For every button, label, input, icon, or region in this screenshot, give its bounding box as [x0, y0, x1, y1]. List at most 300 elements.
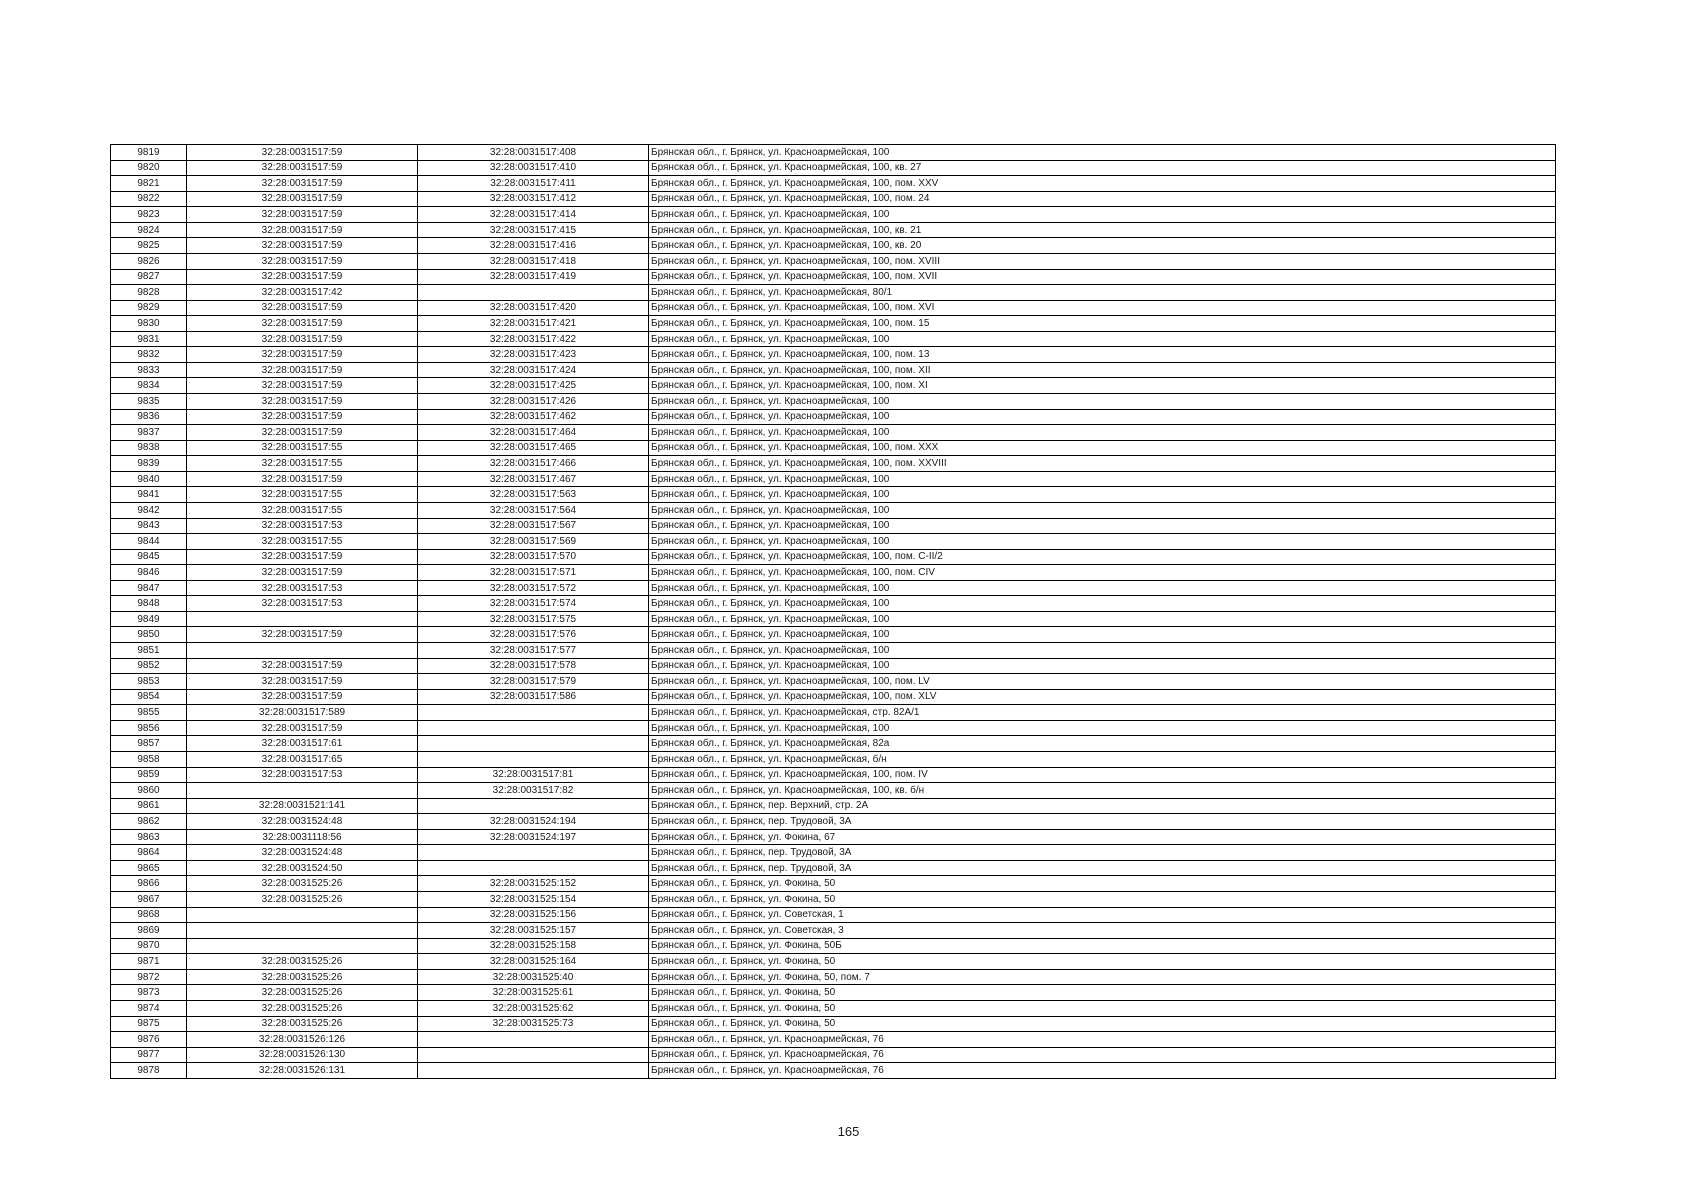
table-row [111, 1000, 1556, 1016]
address-cell: Брянская обл., г. Брянск, ул. Красноармейская, 100 [649, 611, 1556, 627]
row-number-cell: 9878 [111, 1063, 187, 1079]
object-number-cell: 32:28:0031525:164 [418, 954, 649, 970]
row-number-cell: 9829 [111, 300, 187, 316]
address-cell: Брянская обл., г. Брянск, ул. Советская, 3 [649, 923, 1556, 939]
land-parcel-cell: 32:28:0031517:55 [187, 440, 418, 456]
land-parcel-cell: 32:28:0031517:59 [187, 674, 418, 690]
row-number-cell: 9833 [111, 362, 187, 378]
object-number-cell: 32:28:0031517:411 [418, 176, 649, 192]
table-row [111, 1047, 1556, 1063]
address-cell: Брянская обл., г. Брянск, ул. Красноармейская, 100, пом. 15 [649, 316, 1556, 332]
object-number-cell: 32:28:0031517:465 [418, 440, 649, 456]
address-cell: Брянская обл., г. Брянск, ул. Красноармейская, 100, кв. 21 [649, 222, 1556, 238]
address-cell: Брянская обл., г. Брянск, ул. Красноармейская, 100, пом. XXV [649, 176, 1556, 192]
object-number-cell: 32:28:0031517:415 [418, 222, 649, 238]
object-number-cell [418, 1047, 649, 1063]
object-number-cell: 32:28:0031517:586 [418, 689, 649, 705]
land-parcel-cell: 32:28:0031517:59 [187, 394, 418, 410]
object-number-cell: 32:28:0031517:577 [418, 643, 649, 659]
table-row [111, 425, 1556, 441]
row-number-cell: 9874 [111, 1000, 187, 1016]
table-row [111, 378, 1556, 394]
object-number-cell: 32:28:0031517:571 [418, 565, 649, 581]
address-cell: Брянская обл., г. Брянск, ул. Фокина, 50 [649, 985, 1556, 1001]
row-number-cell: 9860 [111, 783, 187, 799]
table-row [111, 487, 1556, 503]
table-row [111, 798, 1556, 814]
row-number-cell: 9841 [111, 487, 187, 503]
table-row [111, 783, 1556, 799]
land-parcel-cell: 32:28:0031517:42 [187, 285, 418, 301]
object-number-cell: 32:28:0031517:579 [418, 674, 649, 690]
land-parcel-cell: 32:28:0031517:59 [187, 145, 418, 161]
object-number-cell: 32:28:0031517:420 [418, 300, 649, 316]
table-row [111, 751, 1556, 767]
land-parcel-cell [187, 938, 418, 954]
address-cell: Брянская обл., г. Брянск, ул. Красноармейская, 80/1 [649, 285, 1556, 301]
address-cell: Брянская обл., г. Брянск, ул. Красноармейская, 100 [649, 331, 1556, 347]
row-number-cell: 9875 [111, 1016, 187, 1032]
object-number-cell: 32:28:0031525:156 [418, 907, 649, 923]
land-parcel-cell: 32:28:0031517:53 [187, 767, 418, 783]
cadastral-table [110, 144, 1556, 1079]
table-row [111, 176, 1556, 192]
table-row [111, 222, 1556, 238]
land-parcel-cell: 32:28:0031517:53 [187, 518, 418, 534]
table-body [111, 145, 1556, 1079]
table-row [111, 440, 1556, 456]
row-number-cell: 9831 [111, 331, 187, 347]
row-number-cell: 9845 [111, 549, 187, 565]
address-cell: Брянская обл., г. Брянск, ул. Фокина, 50 [649, 892, 1556, 908]
row-number-cell: 9872 [111, 969, 187, 985]
land-parcel-cell: 32:28:0031517:59 [187, 222, 418, 238]
address-cell: Брянская обл., г. Брянск, ул. Красноармейская, 100, пом. XLV [649, 689, 1556, 705]
object-number-cell: 32:28:0031517:423 [418, 347, 649, 363]
land-parcel-cell: 32:28:0031517:59 [187, 565, 418, 581]
table-row [111, 907, 1556, 923]
table-row [111, 238, 1556, 254]
table-row [111, 347, 1556, 363]
land-parcel-cell: 32:28:0031517:55 [187, 534, 418, 550]
table-row [111, 362, 1556, 378]
land-parcel-cell: 32:28:0031517:59 [187, 238, 418, 254]
land-parcel-cell: 32:28:0031517:55 [187, 502, 418, 518]
land-parcel-cell: 32:28:0031524:48 [187, 814, 418, 830]
object-number-cell: 32:28:0031517:575 [418, 611, 649, 627]
object-number-cell: 32:28:0031517:410 [418, 160, 649, 176]
object-number-cell: 32:28:0031525:157 [418, 923, 649, 939]
table-row [111, 705, 1556, 721]
land-parcel-cell: 32:28:0031525:26 [187, 985, 418, 1001]
address-cell: Брянская обл., г. Брянск, ул. Красноармейская, 100, пом. XI [649, 378, 1556, 394]
address-cell: Брянская обл., г. Брянск, ул. Фокина, 50 [649, 876, 1556, 892]
table-row [111, 689, 1556, 705]
land-parcel-cell: 32:28:0031517:589 [187, 705, 418, 721]
row-number-cell: 9867 [111, 892, 187, 908]
address-cell: Брянская обл., г. Брянск, пер. Трудовой, 3А [649, 845, 1556, 861]
object-number-cell [418, 285, 649, 301]
address-cell: Брянская обл., г. Брянск, ул. Красноармейская, 100 [649, 471, 1556, 487]
row-number-cell: 9865 [111, 860, 187, 876]
land-parcel-cell: 32:28:0031517:59 [187, 627, 418, 643]
table-row [111, 316, 1556, 332]
page-number: 165 [837, 1124, 860, 1139]
address-cell: Брянская обл., г. Брянск, пер. Трудовой, 3А [649, 860, 1556, 876]
table-row [111, 767, 1556, 783]
row-number-cell: 9877 [111, 1047, 187, 1063]
object-number-cell: 32:28:0031517:563 [418, 487, 649, 503]
table-row [111, 674, 1556, 690]
object-number-cell: 32:28:0031525:158 [418, 938, 649, 954]
object-number-cell: 32:28:0031525:62 [418, 1000, 649, 1016]
address-cell: Брянская обл., г. Брянск, ул. Красноармейская, 100, пом. IV [649, 767, 1556, 783]
table-row [111, 860, 1556, 876]
address-cell: Брянская обл., г. Брянск, ул. Красноармейская, 100 [649, 425, 1556, 441]
row-number-cell: 9857 [111, 736, 187, 752]
address-cell: Брянская обл., г. Брянск, ул. Красноармейская, 100, кв. 20 [649, 238, 1556, 254]
land-parcel-cell: 32:28:0031517:59 [187, 176, 418, 192]
table-row [111, 394, 1556, 410]
object-number-cell: 32:28:0031517:570 [418, 549, 649, 565]
row-number-cell: 9851 [111, 643, 187, 659]
land-parcel-cell [187, 611, 418, 627]
row-number-cell: 9871 [111, 954, 187, 970]
row-number-cell: 9846 [111, 565, 187, 581]
land-parcel-cell: 32:28:0031525:26 [187, 969, 418, 985]
land-parcel-cell: 32:28:0031524:50 [187, 860, 418, 876]
table-row [111, 534, 1556, 550]
table-row [111, 1016, 1556, 1032]
land-parcel-cell: 32:28:0031517:59 [187, 658, 418, 674]
land-parcel-cell [187, 923, 418, 939]
address-cell: Брянская обл., г. Брянск, ул. Красноармейская, 100 [649, 627, 1556, 643]
object-number-cell: 32:28:0031517:578 [418, 658, 649, 674]
land-parcel-cell: 32:28:0031524:48 [187, 845, 418, 861]
object-number-cell: 32:28:0031517:425 [418, 378, 649, 394]
object-number-cell: 32:28:0031517:82 [418, 783, 649, 799]
object-number-cell: 32:28:0031517:464 [418, 425, 649, 441]
address-cell: Брянская обл., г. Брянск, ул. Красноармейская, 76 [649, 1063, 1556, 1079]
address-cell: Брянская обл., г. Брянск, ул. Фокина, 50 [649, 954, 1556, 970]
object-number-cell: 32:28:0031517:422 [418, 331, 649, 347]
address-cell: Брянская обл., г. Брянск, ул. Фокина, 50 [649, 1000, 1556, 1016]
land-parcel-cell: 32:28:0031517:59 [187, 471, 418, 487]
land-parcel-cell: 32:28:0031526:131 [187, 1063, 418, 1079]
row-number-cell: 9834 [111, 378, 187, 394]
table-row [111, 814, 1556, 830]
object-number-cell: 32:28:0031517:416 [418, 238, 649, 254]
land-parcel-cell: 32:28:0031517:59 [187, 720, 418, 736]
address-cell: Брянская обл., г. Брянск, ул. Красноармейская, 100, пом. CIV [649, 565, 1556, 581]
row-number-cell: 9859 [111, 767, 187, 783]
row-number-cell: 9850 [111, 627, 187, 643]
table-row [111, 191, 1556, 207]
row-number-cell: 9864 [111, 845, 187, 861]
land-parcel-cell: 32:28:0031525:26 [187, 876, 418, 892]
table-row [111, 160, 1556, 176]
address-cell: Брянская обл., г. Брянск, ул. Фокина, 50, пом. 7 [649, 969, 1556, 985]
object-number-cell: 32:28:0031517:412 [418, 191, 649, 207]
row-number-cell: 9862 [111, 814, 187, 830]
land-parcel-cell: 32:28:0031517:53 [187, 596, 418, 612]
row-number-cell: 9869 [111, 923, 187, 939]
land-parcel-cell: 32:28:0031517:59 [187, 409, 418, 425]
object-number-cell: 32:28:0031525:73 [418, 1016, 649, 1032]
object-number-cell [418, 798, 649, 814]
row-number-cell: 9876 [111, 1032, 187, 1048]
object-number-cell: 32:28:0031517:424 [418, 362, 649, 378]
table-row [111, 456, 1556, 472]
table-row [111, 269, 1556, 285]
row-number-cell: 9827 [111, 269, 187, 285]
address-cell: Брянская обл., г. Брянск, ул. Красноармейская, 100 [649, 580, 1556, 596]
table-row [111, 923, 1556, 939]
land-parcel-cell: 32:28:0031517:59 [187, 689, 418, 705]
land-parcel-cell: 32:28:0031517:59 [187, 347, 418, 363]
object-number-cell: 32:28:0031524:194 [418, 814, 649, 830]
address-cell: Брянская обл., г. Брянск, ул. Красноармейская, 100, пом. LV [649, 674, 1556, 690]
address-cell: Брянская обл., г. Брянск, ул. Красноармейская, б/н [649, 751, 1556, 767]
row-number-cell: 9849 [111, 611, 187, 627]
land-parcel-cell: 32:28:0031517:59 [187, 300, 418, 316]
address-cell: Брянская обл., г. Брянск, пер. Верхний, стр. 2А [649, 798, 1556, 814]
object-number-cell [418, 1032, 649, 1048]
land-parcel-cell: 32:28:0031517:59 [187, 316, 418, 332]
table-row [111, 627, 1556, 643]
address-cell: Брянская обл., г. Брянск, ул. Красноармейская, 100, пом. XXX [649, 440, 1556, 456]
address-cell: Брянская обл., г. Брянск, ул. Фокина, 67 [649, 829, 1556, 845]
table-row [111, 954, 1556, 970]
address-cell: Брянская обл., г. Брянск, ул. Красноармейская, 100 [649, 596, 1556, 612]
land-parcel-cell: 32:28:0031517:59 [187, 191, 418, 207]
land-parcel-cell: 32:28:0031517:59 [187, 331, 418, 347]
land-parcel-cell: 32:28:0031517:61 [187, 736, 418, 752]
land-parcel-cell: 32:28:0031525:26 [187, 954, 418, 970]
address-cell: Брянская обл., г. Брянск, ул. Красноармейская, 100, кв. б/н [649, 783, 1556, 799]
row-number-cell: 9844 [111, 534, 187, 550]
table-row [111, 938, 1556, 954]
object-number-cell: 32:28:0031517:418 [418, 253, 649, 269]
object-number-cell [418, 860, 649, 876]
land-parcel-cell: 32:28:0031517:59 [187, 207, 418, 223]
row-number-cell: 9838 [111, 440, 187, 456]
land-parcel-cell: 32:28:0031526:130 [187, 1047, 418, 1063]
object-number-cell [418, 751, 649, 767]
row-number-cell: 9837 [111, 425, 187, 441]
object-number-cell: 32:28:0031517:408 [418, 145, 649, 161]
land-parcel-cell: 32:28:0031517:53 [187, 580, 418, 596]
land-parcel-cell: 32:28:0031517:59 [187, 549, 418, 565]
row-number-cell: 9856 [111, 720, 187, 736]
row-number-cell: 9823 [111, 207, 187, 223]
address-cell: Брянская обл., г. Брянск, ул. Красноармейская, 100 [649, 643, 1556, 659]
land-parcel-cell: 32:28:0031517:55 [187, 456, 418, 472]
row-number-cell: 9820 [111, 160, 187, 176]
address-cell: Брянская обл., г. Брянск, ул. Красноармейская, 100, пом. 13 [649, 347, 1556, 363]
row-number-cell: 9863 [111, 829, 187, 845]
address-cell: Брянская обл., г. Брянск, пер. Трудовой, 3А [649, 814, 1556, 830]
object-number-cell: 32:28:0031517:576 [418, 627, 649, 643]
address-cell: Брянская обл., г. Брянск, ул. Фокина, 50 [649, 1016, 1556, 1032]
land-parcel-cell: 32:28:0031517:59 [187, 425, 418, 441]
row-number-cell: 9826 [111, 253, 187, 269]
land-parcel-cell: 32:28:0031521:141 [187, 798, 418, 814]
object-number-cell: 32:28:0031517:569 [418, 534, 649, 550]
row-number-cell: 9870 [111, 938, 187, 954]
table-row [111, 145, 1556, 161]
address-cell: Брянская обл., г. Брянск, ул. Красноармейская, 100, кв. 27 [649, 160, 1556, 176]
table-row [111, 892, 1556, 908]
row-number-cell: 9839 [111, 456, 187, 472]
land-parcel-cell [187, 643, 418, 659]
object-number-cell: 32:28:0031524:197 [418, 829, 649, 845]
address-cell: Брянская обл., г. Брянск, ул. Красноармейская, 100 [649, 207, 1556, 223]
table-row [111, 471, 1556, 487]
table-row [111, 720, 1556, 736]
table-row [111, 845, 1556, 861]
row-number-cell: 9853 [111, 674, 187, 690]
address-cell: Брянская обл., г. Брянск, ул. Красноармейская, 100 [649, 502, 1556, 518]
object-number-cell: 32:28:0031517:466 [418, 456, 649, 472]
address-cell: Брянская обл., г. Брянск, ул. Красноармейская, 100, пом. XVII [649, 269, 1556, 285]
object-number-cell [418, 1063, 649, 1079]
land-parcel-cell: 32:28:0031517:65 [187, 751, 418, 767]
object-number-cell [418, 720, 649, 736]
address-cell: Брянская обл., г. Брянск, ул. Фокина, 50Б [649, 938, 1556, 954]
land-parcel-cell: 32:28:0031517:59 [187, 269, 418, 285]
table-row [111, 565, 1556, 581]
table-row [111, 829, 1556, 845]
land-parcel-cell: 32:28:0031118:56 [187, 829, 418, 845]
row-number-cell: 9832 [111, 347, 187, 363]
address-cell: Брянская обл., г. Брянск, ул. Красноармейская, стр. 82А/1 [649, 705, 1556, 721]
row-number-cell: 9828 [111, 285, 187, 301]
table-row [111, 549, 1556, 565]
address-cell: Брянская обл., г. Брянск, ул. Красноармейская, 100 [649, 409, 1556, 425]
table-row [111, 518, 1556, 534]
land-parcel-cell: 32:28:0031525:26 [187, 1000, 418, 1016]
object-number-cell: 32:28:0031525:152 [418, 876, 649, 892]
land-parcel-cell: 32:28:0031517:59 [187, 253, 418, 269]
object-number-cell [418, 736, 649, 752]
row-number-cell: 9855 [111, 705, 187, 721]
address-cell: Брянская обл., г. Брянск, ул. Красноармейская, 82а [649, 736, 1556, 752]
table-row [111, 969, 1556, 985]
address-cell: Брянская обл., г. Брянск, ул. Красноармейская, 100, пом. С-II/2 [649, 549, 1556, 565]
address-cell: Брянская обл., г. Брянск, ул. Красноармейская, 100 [649, 394, 1556, 410]
row-number-cell: 9843 [111, 518, 187, 534]
object-number-cell: 32:28:0031517:414 [418, 207, 649, 223]
row-number-cell: 9825 [111, 238, 187, 254]
row-number-cell: 9819 [111, 145, 187, 161]
table-row [111, 409, 1556, 425]
address-cell: Брянская обл., г. Брянск, ул. Красноармейская, 76 [649, 1047, 1556, 1063]
address-cell: Брянская обл., г. Брянск, ул. Красноармейская, 100, пом. XVI [649, 300, 1556, 316]
table-row [111, 207, 1556, 223]
table-row [111, 658, 1556, 674]
address-cell: Брянская обл., г. Брянск, ул. Красноармейская, 100 [649, 720, 1556, 736]
object-number-cell: 32:28:0031517:574 [418, 596, 649, 612]
row-number-cell: 9821 [111, 176, 187, 192]
row-number-cell: 9830 [111, 316, 187, 332]
table-row [111, 331, 1556, 347]
address-cell: Брянская обл., г. Брянск, ул. Красноармейская, 100 [649, 518, 1556, 534]
object-number-cell: 32:28:0031517:564 [418, 502, 649, 518]
row-number-cell: 9824 [111, 222, 187, 238]
object-number-cell: 32:28:0031525:40 [418, 969, 649, 985]
row-number-cell: 9847 [111, 580, 187, 596]
row-number-cell: 9873 [111, 985, 187, 1001]
row-number-cell: 9866 [111, 876, 187, 892]
object-number-cell: 32:28:0031517:421 [418, 316, 649, 332]
table-row [111, 285, 1556, 301]
table-row [111, 1032, 1556, 1048]
object-number-cell: 32:28:0031525:154 [418, 892, 649, 908]
object-number-cell: 32:28:0031517:462 [418, 409, 649, 425]
table-row [111, 876, 1556, 892]
land-parcel-cell: 32:28:0031517:55 [187, 487, 418, 503]
land-parcel-cell [187, 907, 418, 923]
object-number-cell: 32:28:0031517:426 [418, 394, 649, 410]
row-number-cell: 9848 [111, 596, 187, 612]
land-parcel-cell: 32:28:0031517:59 [187, 160, 418, 176]
land-parcel-cell: 32:28:0031525:26 [187, 1016, 418, 1032]
object-number-cell: 32:28:0031525:61 [418, 985, 649, 1001]
object-number-cell: 32:28:0031517:467 [418, 471, 649, 487]
address-cell: Брянская обл., г. Брянск, ул. Красноармейская, 100, пом. XXVIII [649, 456, 1556, 472]
address-cell: Брянская обл., г. Брянск, ул. Красноармейская, 100, пом. 24 [649, 191, 1556, 207]
address-cell: Брянская обл., г. Брянск, ул. Красноармейская, 100 [649, 658, 1556, 674]
address-cell: Брянская обл., г. Брянск, ул. Красноармейская, 100 [649, 487, 1556, 503]
land-parcel-cell [187, 783, 418, 799]
table-row [111, 736, 1556, 752]
row-number-cell: 9840 [111, 471, 187, 487]
table-row [111, 985, 1556, 1001]
row-number-cell: 9868 [111, 907, 187, 923]
table-row [111, 300, 1556, 316]
table-row [111, 1063, 1556, 1079]
address-cell: Брянская обл., г. Брянск, ул. Красноармейская, 100, пом. XVIII [649, 253, 1556, 269]
row-number-cell: 9822 [111, 191, 187, 207]
row-number-cell: 9861 [111, 798, 187, 814]
table-row [111, 253, 1556, 269]
object-number-cell: 32:28:0031517:419 [418, 269, 649, 285]
address-cell: Брянская обл., г. Брянск, ул. Красноармейская, 100 [649, 534, 1556, 550]
object-number-cell: 32:28:0031517:572 [418, 580, 649, 596]
land-parcel-cell: 32:28:0031525:26 [187, 892, 418, 908]
table-row [111, 580, 1556, 596]
row-number-cell: 9854 [111, 689, 187, 705]
address-cell: Брянская обл., г. Брянск, ул. Красноармейская, 100 [649, 145, 1556, 161]
row-number-cell: 9842 [111, 502, 187, 518]
row-number-cell: 9836 [111, 409, 187, 425]
table-row [111, 502, 1556, 518]
row-number-cell: 9835 [111, 394, 187, 410]
table-row [111, 596, 1556, 612]
table-row [111, 643, 1556, 659]
object-number-cell [418, 705, 649, 721]
row-number-cell: 9858 [111, 751, 187, 767]
land-parcel-cell: 32:28:0031517:59 [187, 362, 418, 378]
land-parcel-cell: 32:28:0031526:126 [187, 1032, 418, 1048]
object-number-cell: 32:28:0031517:81 [418, 767, 649, 783]
row-number-cell: 9852 [111, 658, 187, 674]
object-number-cell [418, 845, 649, 861]
table-row [111, 611, 1556, 627]
address-cell: Брянская обл., г. Брянск, ул. Красноармейская, 76 [649, 1032, 1556, 1048]
address-cell: Брянская обл., г. Брянск, ул. Советская, 1 [649, 907, 1556, 923]
